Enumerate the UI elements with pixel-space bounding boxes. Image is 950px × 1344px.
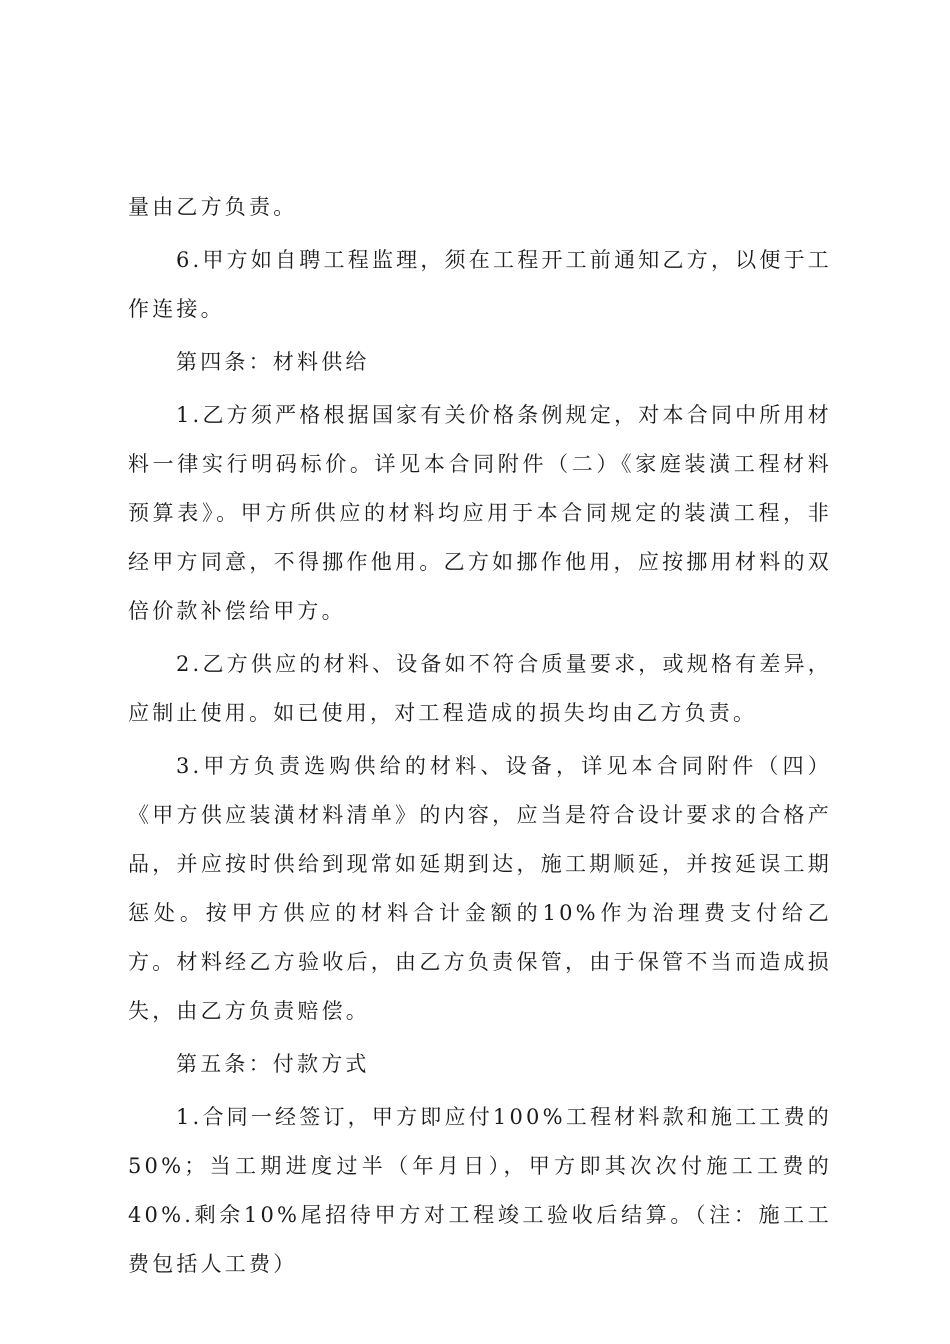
document-body	[128, 183, 832, 1289]
article-4-item-3: 3.甲方负责选购供给的材料、设备，详见本合同附件（四）《甲方供应装潢材料清单》的内容，应当是符合设计要求的合格产品，并应按时供给到现常如延期到达，施工期顺延，并按延误工期惩处。按甲方供应的材料合计金额的10%作为治理费支付给乙方。材料经乙方验收后，由乙方负责保管，由于保管不当而造成损失，由乙方负责赔偿。	[128, 754, 832, 1023]
paragraph-continuation: 量由乙方负责。	[128, 195, 298, 219]
article-5-heading: 第五条：付款方式	[176, 1052, 370, 1076]
article-5-item-1: 1.合同一经签订，甲方即应付100%工程材料款和施工工费的50%；当工期进度过半（年月日），甲方即其次次付施工工费的40%.剩余10%尾招待甲方对工程竣工验收后结算。（注：施工工费包括人工费）	[128, 1105, 832, 1276]
article-4-heading: 第四条：材料供给	[176, 350, 370, 374]
article-4-item-2: 2.乙方供应的材料、设备如不符合质量要求，或规格有差异，应制止使用。如已使用，对工程造成的损失均由乙方负责。	[128, 652, 832, 725]
article-4-item-1: 1.乙方须严格根据国家有关价格条例规定，对本合同中所用材料一律实行明码标价。详见本合同附件（二）《家庭装潢工程材料预算表》。甲方所供应的材料均应用于本合同规定的装潢工程，非经甲方同意，不得挪作他用。乙方如挪作他用，应按挪用材料的双倍价款补偿给甲方。	[128, 403, 832, 623]
clause-3-item-6: 6.甲方如自聘工程监理，须在工程开工前通知乙方，以便于工作连接。	[128, 248, 832, 321]
